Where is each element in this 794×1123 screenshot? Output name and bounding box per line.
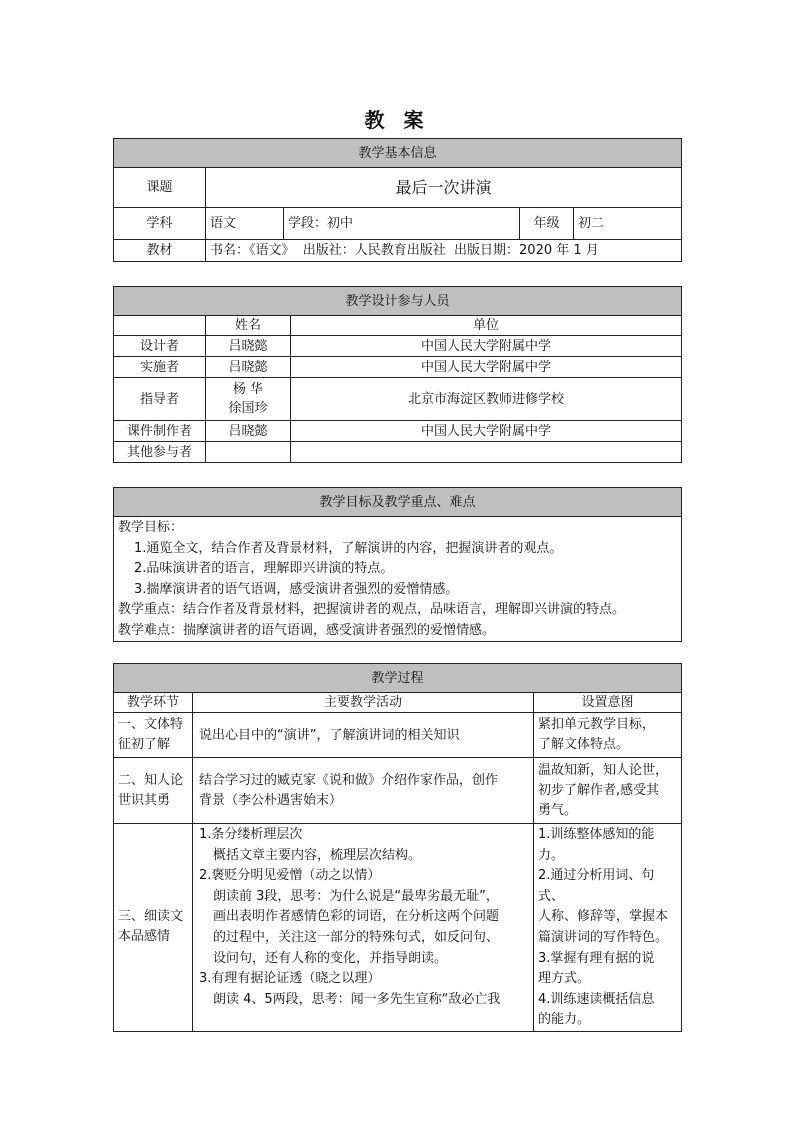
intent-line: 勇气。	[538, 802, 578, 818]
activity-line: 朗读前 3段，思考：为什么说是“最卑劣最无耻”，	[213, 888, 499, 904]
activity-line: 背景（李公朴遇害始末）	[199, 792, 343, 808]
intent-line: 力。	[538, 847, 565, 863]
intent-line: 温故知新，知人论世，	[538, 762, 669, 778]
intent-line: 3.掌握有理有据的说	[538, 950, 655, 966]
intent-line: 2.通过分析用词、句式、	[538, 868, 655, 904]
name-cell	[206, 378, 291, 421]
objectives-header: 教学目标及教学重点、难点	[114, 488, 682, 517]
step-line: 二、知人论	[118, 772, 184, 788]
objectives-body	[114, 517, 682, 642]
name-cell: 吕晓懿	[206, 336, 291, 357]
process-table	[113, 663, 682, 1032]
intent-line: 理方式。	[538, 971, 591, 987]
table-row	[114, 357, 682, 378]
subject-label: 学科	[114, 208, 206, 240]
activity-line: 的过程中，关注这一部分的特殊句式，如反问句、	[213, 929, 500, 945]
step-line: 世识其勇	[118, 792, 171, 808]
role-cell: 课件制作者	[114, 421, 206, 442]
step-line: 一、文体特	[118, 717, 184, 732]
table-row	[114, 421, 682, 442]
unit-cell: 中国人民大学附属中学	[291, 357, 682, 378]
unit-cell: 北京市海淀区教师进修学校	[291, 378, 682, 421]
grade-label: 年级	[520, 208, 574, 240]
activity-line: 1.条分缕析理层次	[199, 827, 303, 842]
step-cell	[114, 824, 193, 1032]
role-cell: 设计者	[114, 336, 206, 357]
activity-line: 2.褒贬分明见爱憎（动之以情）	[199, 868, 381, 884]
topic-label: 课题	[114, 168, 206, 208]
unit-cell	[291, 442, 682, 463]
activity-line: 设问句，还有人称的变化，并指导朗读。	[213, 950, 448, 966]
name-line: 杨 华	[232, 382, 264, 397]
material-value: 书名：《语文》 出版社：人民教育出版社 出版日期：2020 年 1 月	[206, 240, 682, 262]
role-cell: 其他参与者	[114, 442, 206, 463]
step-line: 本品感情	[118, 929, 171, 945]
basic-info-header: 教学基本信息	[114, 139, 682, 168]
activity-line: 3.有理有据论证透（晓之以理）	[199, 971, 381, 987]
table-row	[114, 336, 682, 357]
table-row	[114, 824, 682, 1032]
col-name: 姓名	[206, 316, 291, 336]
table-row	[114, 378, 682, 421]
objectives-line: 2.品味演讲者的语言，理解即兴讲演的特点。	[134, 561, 394, 576]
basic-info-table	[113, 138, 682, 262]
intent-line: 紧扣单元教学目标，	[538, 717, 656, 732]
stage-value: 学段：初中	[284, 208, 520, 240]
table-row	[114, 758, 682, 824]
col-step: 教学环节	[114, 693, 193, 713]
process-header: 教学过程	[114, 664, 682, 693]
activity-line: 结合学习过的臧克家《说和做》介绍作家作品，创作	[199, 772, 499, 788]
table-row	[114, 713, 682, 758]
activity-line: 朗读 4、5两段，思考：闻一多先生宣称“敌必亡我	[213, 991, 501, 1007]
subject-value: 语文	[206, 208, 284, 240]
intent-line: 的能力。	[538, 1012, 591, 1028]
unit-cell: 中国人民大学附属中学	[291, 336, 682, 357]
table-row	[114, 442, 682, 463]
intent-cell	[534, 713, 682, 758]
intent-line: 篇演讲词的写作特色。	[538, 929, 669, 945]
intent-line: 初步了解作者,感受其	[538, 782, 660, 798]
unit-cell: 中国人民大学附属中学	[291, 421, 682, 442]
objectives-line: 教学目标：	[118, 520, 184, 535]
role-cell: 实施者	[114, 357, 206, 378]
role-cell: 指导者	[114, 378, 206, 421]
intent-line: 人称、修辞等，掌握本	[538, 909, 669, 925]
intent-cell	[534, 824, 682, 1032]
col-intent: 设置意图	[534, 693, 682, 713]
activity-cell	[193, 824, 534, 1032]
step-line: 三、细读文	[118, 909, 184, 925]
name-cell: 吕晓懿	[206, 357, 291, 378]
activity-line: 说出心目中的“演讲”，了解演讲词的相关知识	[199, 727, 460, 743]
objectives-line: 教学重点：结合作者及背景材料，把握演讲者的观点，品味语言，理解即兴讲演的特点。	[118, 602, 626, 617]
material-label: 教材	[114, 240, 206, 262]
objectives-line: 教学难点：揣摩演讲者的语气语调，感受演讲者强烈的爱憎情感。	[118, 622, 496, 638]
intent-line: 1.训练整体感知的能	[538, 827, 655, 842]
activity-cell	[193, 758, 534, 824]
participants-table	[113, 286, 682, 463]
activity-line: 画出表明作者感情色彩的词语，在分析这两个问题	[213, 909, 500, 925]
name-cell	[206, 442, 291, 463]
objectives-line: 1.通览全文，结合作者及背景材料，了解演讲的内容，把握演讲者的观点。	[134, 540, 563, 556]
step-cell	[114, 758, 193, 824]
name-line: 徐国珍	[228, 401, 268, 416]
step-cell	[114, 713, 193, 758]
activity-cell	[193, 713, 534, 758]
page-title: 教 案	[364, 108, 430, 132]
col-activity: 主要教学活动	[193, 693, 534, 713]
intent-line: 4.训练速读概括信息	[538, 991, 655, 1007]
name-cell: 吕晓懿	[206, 421, 291, 442]
topic-value: 最后一次讲演	[206, 168, 682, 208]
objectives-table	[113, 487, 682, 642]
participants-header: 教学设计参与人员	[114, 287, 682, 316]
activity-line: 概括文章主要内容，梳理层次结构。	[213, 847, 422, 863]
step-line: 征初了解	[118, 737, 171, 752]
grade-value: 初二	[574, 208, 682, 240]
col-unit: 单位	[291, 316, 682, 336]
intent-line: 了解文体特点。	[538, 737, 630, 752]
objectives-line: 3.揣摩演讲者的语气语调，感受演讲者强烈的爱憎情感。	[134, 581, 459, 597]
intent-cell	[534, 758, 682, 824]
